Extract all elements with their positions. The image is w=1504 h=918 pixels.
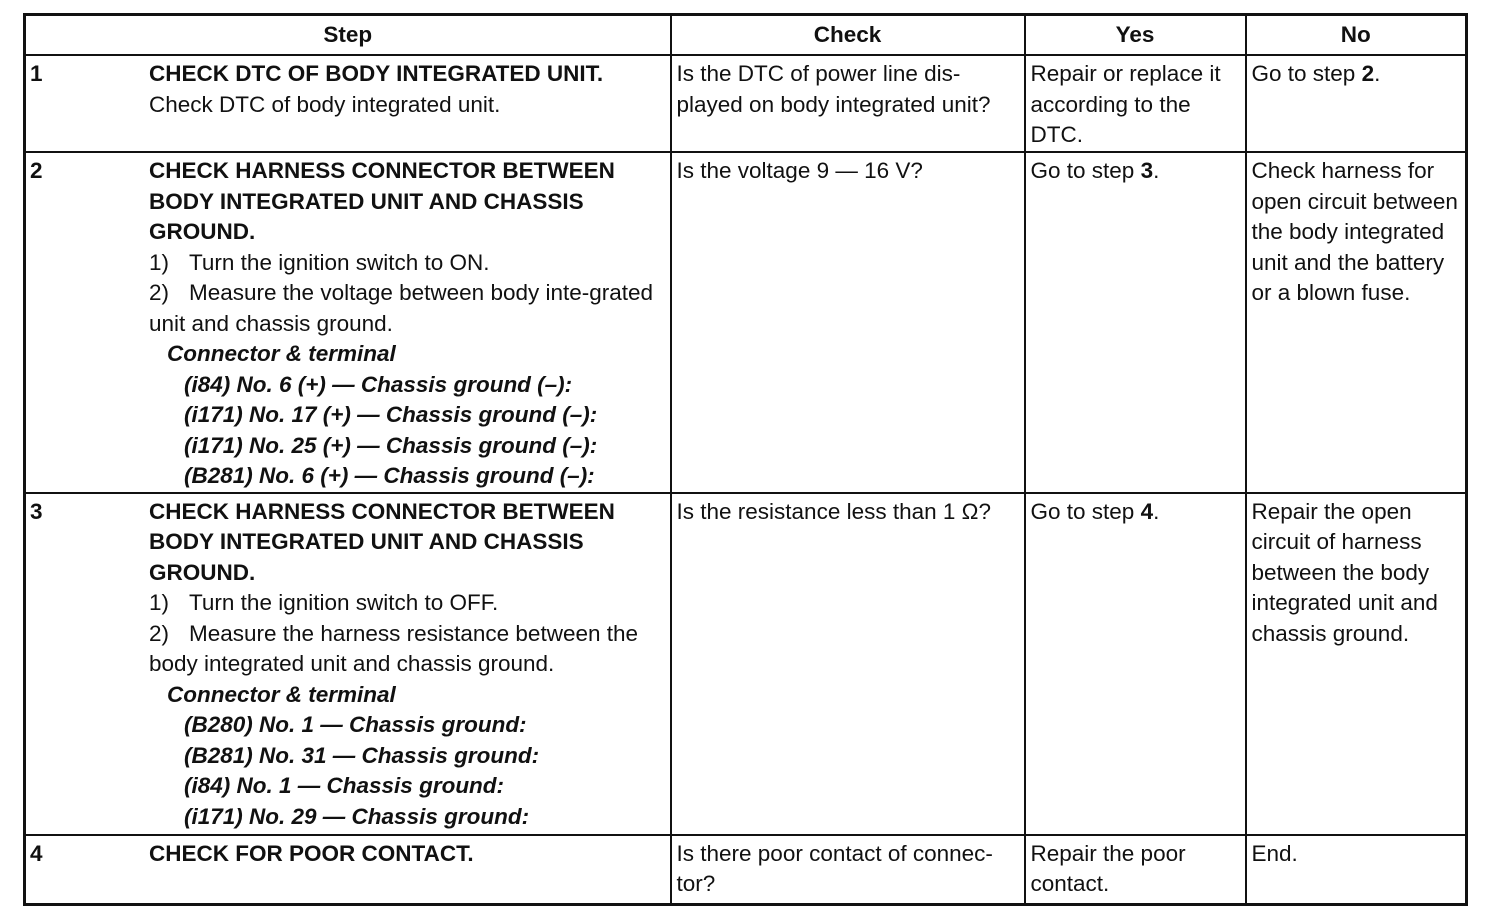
yes-text: Repair or replace it according to the DTC.	[1030, 61, 1221, 147]
step-text: Check DTC of body integrated unit.	[149, 91, 501, 117]
step-title: CHECK HARNESS CONNECTOR BETWEEN BODY INTEGRATED UNIT AND CHASSIS GROUND.	[149, 498, 615, 585]
step-cell	[25, 835, 671, 905]
no-text: Check harness for open circuit between the body integrated unit and the battery or a blown fuse.	[1251, 158, 1458, 305]
connector-item: (i84) No. 1 — Chassis ground:	[184, 773, 505, 798]
check-text: Is the DTC of power line dis-played on body integrated unit?	[676, 61, 991, 117]
step-number: 4	[30, 840, 43, 866]
connector-title: Connector & terminal	[167, 341, 396, 366]
no-cell	[1246, 835, 1467, 905]
step-number: 2	[30, 158, 43, 183]
instruction	[149, 248, 666, 279]
instruction-text: Turn the ignition switch to OFF.	[189, 590, 499, 615]
step-cell	[25, 493, 671, 835]
yes-text: Go to step	[1030, 498, 1141, 524]
instruction-number: 1)	[149, 590, 170, 615]
no-text: Repair the open circuit of harness between the body integrated unit and chassis ground.	[1251, 498, 1438, 646]
instruction-number: 2)	[149, 280, 170, 305]
connector-item: (i171) No. 17 (+) — Chassis ground (–):	[184, 402, 598, 427]
step-number: 3	[30, 498, 43, 524]
check-text: Is the voltage 9 — 16 V?	[676, 158, 923, 183]
check-cell	[671, 835, 1025, 905]
instruction-text: Turn the ignition switch to ON.	[189, 249, 490, 275]
step-number: 1	[30, 61, 43, 86]
header-yes: Yes	[1025, 15, 1246, 56]
check-cell	[671, 152, 1025, 493]
step-title: CHECK FOR POOR CONTACT.	[149, 840, 474, 866]
instruction	[149, 278, 666, 339]
table-row	[25, 493, 1467, 835]
header-step: Step	[25, 15, 671, 56]
connector-title: Connector & terminal	[167, 681, 396, 707]
connector-item: (i171) No. 29 — Chassis ground:	[184, 803, 530, 829]
step-cell	[25, 55, 671, 152]
step-ref: 3	[1140, 158, 1154, 183]
header-no: No	[1246, 15, 1467, 56]
step-title: CHECK HARNESS CONNECTOR BETWEEN BODY INTEGRATED UNIT AND CHASSIS GROUND.	[149, 158, 615, 244]
connector-item: (B281) No. 31 — Chassis ground:	[184, 742, 540, 768]
check-cell	[671, 55, 1025, 152]
yes-text: Go to step	[1030, 158, 1141, 183]
punct: .	[1153, 158, 1160, 183]
no-cell	[1246, 152, 1467, 493]
table-row	[25, 55, 1467, 152]
no-text: Go to step	[1251, 61, 1362, 86]
punct: .	[1153, 498, 1160, 524]
yes-text: Repair the poor contact.	[1030, 840, 1186, 896]
instruction	[149, 588, 666, 619]
instruction-text: Measure the voltage between body inte-grated unit and chassis ground.	[149, 280, 654, 336]
header-row	[25, 15, 1467, 56]
instruction	[149, 619, 666, 680]
table-row	[25, 835, 1467, 905]
instruction-number: 2)	[149, 620, 170, 646]
no-text: End.	[1251, 840, 1298, 866]
yes-cell	[1025, 55, 1246, 152]
step-title: CHECK DTC OF BODY INTEGRATED UNIT.	[149, 61, 604, 86]
table-row	[25, 152, 1467, 493]
check-text: Is the resistance less than 1 Ω?	[676, 498, 991, 524]
instruction-text: Measure the harness resistance between the body integrated unit and chassis ground.	[149, 620, 639, 676]
yes-cell	[1025, 835, 1246, 905]
no-cell	[1246, 493, 1467, 835]
step-ref: 2	[1361, 61, 1375, 86]
step-ref: 4	[1140, 498, 1154, 524]
connector-item: (i84) No. 6 (+) — Chassis ground (–):	[184, 371, 573, 397]
yes-cell	[1025, 493, 1246, 835]
check-cell	[671, 493, 1025, 835]
connector-item: (B280) No. 1 — Chassis ground:	[184, 712, 527, 737]
check-text: Is there poor contact of connec-tor?	[676, 840, 993, 896]
step-cell	[25, 152, 671, 493]
no-cell	[1246, 55, 1467, 152]
connector-item: (B281) No. 6 (+) — Chassis ground (–):	[184, 463, 595, 488]
instruction-number: 1)	[149, 249, 170, 275]
header-check: Check	[671, 15, 1025, 56]
punct: .	[1374, 61, 1381, 86]
yes-cell	[1025, 152, 1246, 493]
connector-item: (i171) No. 25 (+) — Chassis ground (–):	[184, 432, 598, 458]
diagnostic-table	[23, 13, 1468, 906]
